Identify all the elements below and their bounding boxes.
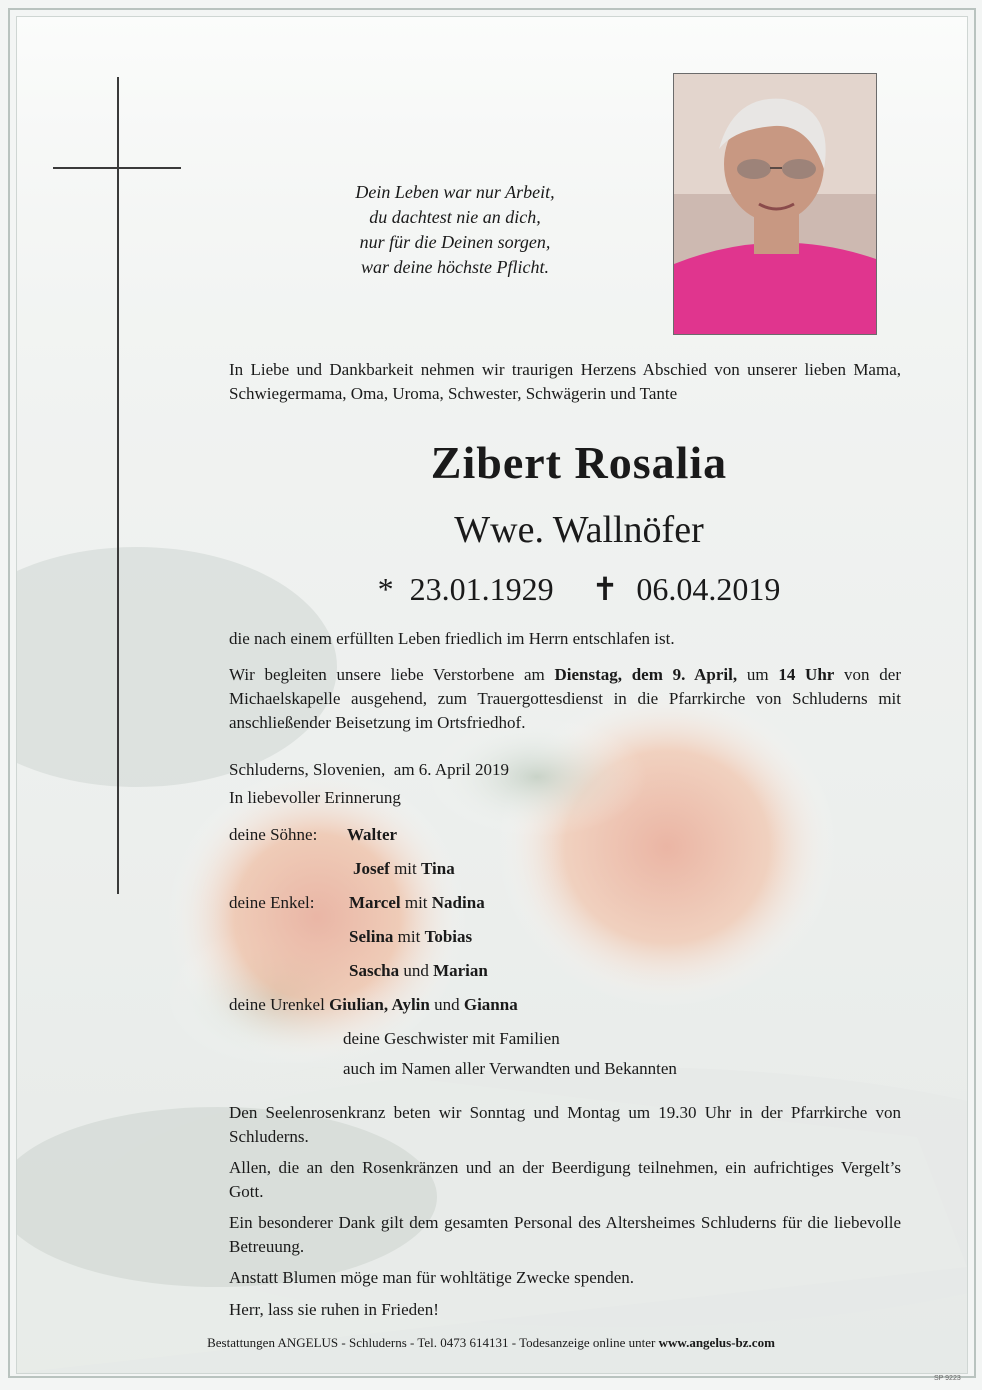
closing-prayer: Herr, lass sie ruhen in Frieden! <box>229 1300 439 1319</box>
life-dates <box>229 570 929 608</box>
special-thanks: Ein besonderer Dank gilt dem gesamten Personal des Altersheimes Schluderns für die liebevolle Betreuung. <box>229 1213 901 1256</box>
birth-date: 23.01.1929 <box>409 571 554 607</box>
rosary-info: Den Seelenrosenkranz beten wir Sonntag und Montag um 19.30 Uhr in der Pfarrkirche von Schluderns. <box>229 1103 901 1146</box>
family-row-gc2 <box>349 925 472 949</box>
with-word: mit <box>404 893 428 912</box>
cross-icon: ✝ <box>591 571 619 607</box>
partner-name: Tina <box>421 859 455 878</box>
portrait-photo <box>673 73 877 335</box>
son-name: Walter <box>347 825 398 844</box>
great-grandchildren-label: deine Urenkel <box>229 995 325 1014</box>
and-word: und <box>434 995 460 1014</box>
cross-vertical-line <box>117 77 119 894</box>
poem-line: du dachtest nie an dich, <box>369 207 541 227</box>
footer-link[interactable]: www.angelus-bz.com <box>658 1335 775 1350</box>
family-row-grandchildren <box>229 891 485 915</box>
place-date: Schluderns, Slovenien, am 6. April 2019 <box>229 760 510 779</box>
family-row-son2 <box>353 857 455 881</box>
intro-text: In Liebe und Dankbarkeit nehmen wir traurigen Herzens Abschied von unserer lieben Mama, Schwiegermama, Oma, Uroma, Schwester, Schwägerin und Tante <box>229 360 901 403</box>
with-word: mit <box>397 927 421 946</box>
son-name: Josef <box>353 859 390 878</box>
deceased-name: Zibert Rosalia <box>430 437 728 488</box>
great-grandchildren-names: Giulian, Aylin <box>329 995 430 1014</box>
footer <box>0 1335 982 1351</box>
poem-line: war deine höchste Pflicht. <box>361 257 549 277</box>
memorial-poem <box>290 180 620 280</box>
poem-line: nur für die Deinen sorgen, <box>359 232 551 252</box>
cross-horizontal-line <box>53 167 181 169</box>
grandchild-name: Selina <box>349 927 394 946</box>
family-row-gc3 <box>349 959 488 983</box>
grandchild-name: Sascha <box>349 961 400 980</box>
family-row-great-grandchildren <box>229 993 518 1017</box>
poem-line: Dein Leben war nur Arbeit, <box>355 182 555 202</box>
great-grandchild-name: Gianna <box>463 995 518 1014</box>
sons-label: deine Söhne: <box>229 825 318 844</box>
thanks-line: Allen, die an den Rosenkränzen und an der Beerdigung teilnehmen, ein aufrichtiges Vergelt’s Gott. <box>229 1158 901 1201</box>
death-notice: die nach einem erfüllten Leben friedlich im Herrn entschlafen ist. <box>229 629 675 648</box>
death-date: 06.04.2019 <box>636 571 781 607</box>
partner-name: Tobias <box>424 927 473 946</box>
widow-name: Wwe. Wallnöfer <box>454 509 704 551</box>
siblings-line: deine Geschwister mit Familien <box>343 1029 560 1048</box>
funeral-info <box>229 663 901 735</box>
birth-symbol: * <box>377 571 394 607</box>
grandchild-name: Marcel <box>349 893 401 912</box>
portrait-image <box>674 74 876 334</box>
footer-text: Bestattungen ANGELUS - Schluderns - Tel. 0473 614131 - Todesanzeige online unter <box>207 1335 659 1350</box>
funeral-text: von der Michaelskapelle ausgehend, zum Trauergottesdienst in die Pfarrkirche von Schluderns mit anschließender Beisetzung im Ortsfriedhof. <box>229 665 901 732</box>
document-code: SP 9223 <box>934 1375 961 1382</box>
funeral-text: Wir begleiten unsere liebe Verstorbene am <box>229 665 555 684</box>
partner-name: Nadina <box>431 893 485 912</box>
remembrance-line: In liebevoller Erinnerung <box>229 788 401 807</box>
partner-name: Marian <box>433 961 488 980</box>
donation-request: Anstatt Blumen möge man für wohltätige Zwecke spenden. <box>229 1268 635 1287</box>
funeral-time: 14 Uhr <box>778 665 835 684</box>
relatives-line: auch im Namen aller Verwandten und Bekannten <box>343 1059 677 1078</box>
and-word: und <box>403 961 429 980</box>
family-row-sons <box>229 823 397 847</box>
with-word: mit <box>394 859 417 878</box>
funeral-day: Dienstag, dem 9. April, <box>554 665 738 684</box>
funeral-text: um <box>737 665 779 684</box>
grandchildren-label: deine Enkel: <box>229 893 315 912</box>
